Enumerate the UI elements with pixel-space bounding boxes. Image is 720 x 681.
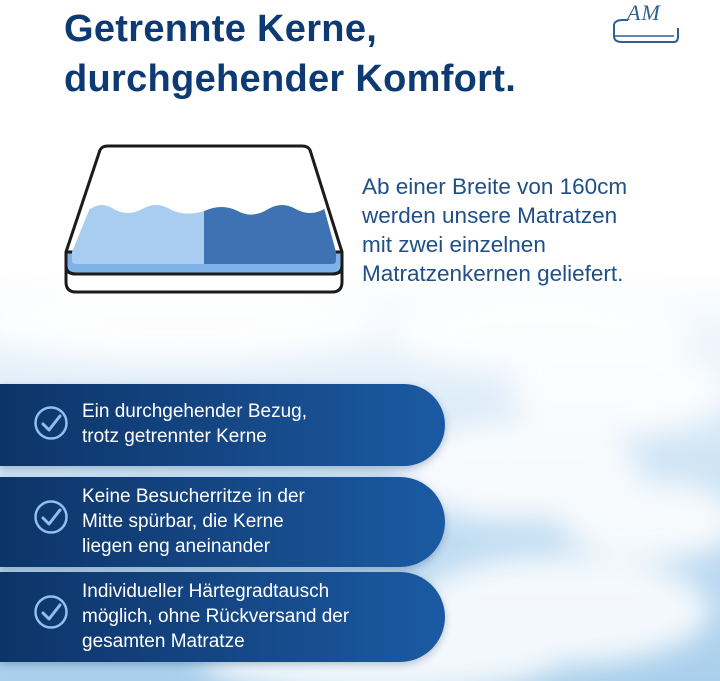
check-circle-icon: [33, 594, 69, 630]
logo-text: AM: [627, 0, 661, 25]
check-circle-icon: [33, 499, 69, 535]
description-line-4: Matratzenkernen geliefert.: [362, 261, 624, 286]
headline-line-2: durchgehender Komfort.: [64, 58, 517, 100]
feature-text: [82, 484, 305, 559]
feature-text: [82, 399, 307, 449]
headline: [64, 4, 516, 104]
feature-text-line: Keine Besucherritze in der: [82, 486, 305, 507]
feature-item: [0, 477, 445, 567]
feature-text-line: Individueller Härtegradtausch: [82, 581, 330, 602]
feature-text: [82, 579, 349, 654]
feature-text-line: liegen eng aneinander: [82, 536, 271, 557]
split-core-mattress-icon: [62, 142, 346, 298]
feature-text-line: trotz getrennter Kerne: [82, 426, 267, 447]
description-line-2: werden unsere Matratzen: [362, 203, 618, 228]
feature-item: [0, 384, 445, 466]
check-circle-icon: [33, 405, 69, 441]
feature-text-line: Ein durchgehender Bezug,: [82, 401, 307, 422]
headline-line-1: Getrennte Kerne,: [64, 8, 378, 50]
feature-text-line: möglich, ohne Rückversand der: [82, 606, 350, 627]
feature-text-line: Mitte spürbar, die Kerne: [82, 511, 284, 532]
feature-item: [0, 572, 445, 662]
description: [362, 172, 627, 288]
description-line-1: Ab einer Breite von 160cm: [362, 174, 628, 199]
feature-text-line: gesamten Matratze: [82, 631, 245, 652]
description-line-3: mit zwei einzelnen: [362, 232, 546, 257]
